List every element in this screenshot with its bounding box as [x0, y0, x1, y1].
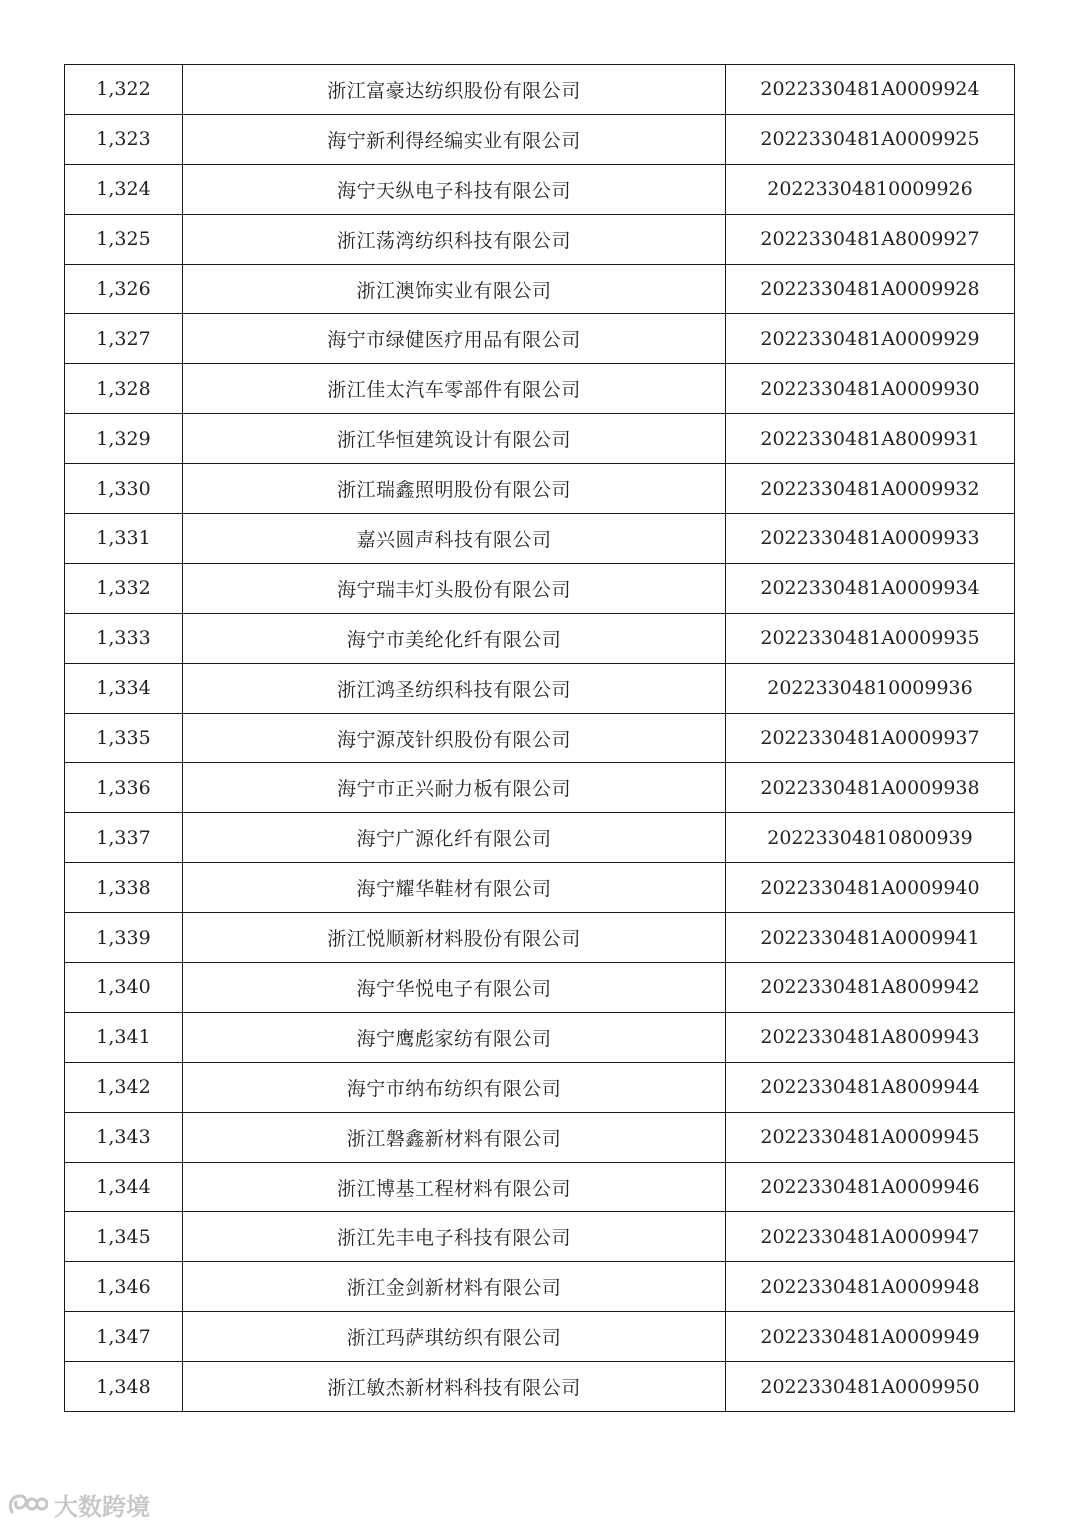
table-row	[65, 514, 1015, 564]
company-name-cell: 海宁鹰彪家纺有限公司	[183, 1012, 726, 1062]
table-row	[65, 1312, 1015, 1362]
registration-code-cell: 2022330481A0009937	[726, 713, 1015, 763]
row-number-cell: 1,329	[65, 414, 183, 464]
registration-code-cell: 20223304810009936	[726, 663, 1015, 713]
company-name-cell: 浙江荡湾纺织科技有限公司	[183, 214, 726, 264]
company-name-cell: 嘉兴圆声科技有限公司	[183, 514, 726, 564]
company-name-cell: 海宁市绿健医疗用品有限公司	[183, 314, 726, 364]
row-number-cell: 1,326	[65, 264, 183, 314]
registration-code-cell: 2022330481A0009924	[726, 65, 1015, 115]
company-name-cell: 浙江先丰电子科技有限公司	[183, 1212, 726, 1262]
row-number-cell: 1,334	[65, 663, 183, 713]
company-name-cell: 浙江澳饰实业有限公司	[183, 264, 726, 314]
table-row	[65, 1212, 1015, 1262]
table-row	[65, 364, 1015, 414]
table-row	[65, 563, 1015, 613]
table-row	[65, 164, 1015, 214]
company-name-cell: 浙江悦顺新材料股份有限公司	[183, 913, 726, 963]
table-row	[65, 963, 1015, 1013]
registration-code-cell: 2022330481A0009930	[726, 364, 1015, 414]
registration-code-cell: 2022330481A0009949	[726, 1312, 1015, 1362]
registration-code-cell: 2022330481A0009945	[726, 1112, 1015, 1162]
registration-code-cell: 2022330481A0009932	[726, 464, 1015, 514]
company-name-cell: 浙江瑞鑫照明股份有限公司	[183, 464, 726, 514]
row-number-cell: 1,333	[65, 613, 183, 663]
watermark	[6, 1487, 150, 1522]
company-name-cell: 海宁新利得经编实业有限公司	[183, 114, 726, 164]
company-name-cell: 浙江金剑新材料有限公司	[183, 1262, 726, 1312]
registration-code-cell: 2022330481A8009943	[726, 1012, 1015, 1062]
company-name-cell: 浙江玛萨琪纺织有限公司	[183, 1312, 726, 1362]
row-number-cell: 1,335	[65, 713, 183, 763]
table-row	[65, 114, 1015, 164]
registration-code-cell: 2022330481A0009948	[726, 1262, 1015, 1312]
row-number-cell: 1,338	[65, 863, 183, 913]
table-row	[65, 1112, 1015, 1162]
row-number-cell: 1,324	[65, 164, 183, 214]
row-number-cell: 1,336	[65, 763, 183, 813]
company-name-cell: 浙江博基工程材料有限公司	[183, 1162, 726, 1212]
company-name-cell: 浙江富豪达纺织股份有限公司	[183, 65, 726, 115]
table-row	[65, 713, 1015, 763]
row-number-cell: 1,343	[65, 1112, 183, 1162]
watermark-text: 大数跨境	[54, 1493, 150, 1521]
row-number-cell: 1,337	[65, 813, 183, 863]
table-row	[65, 763, 1015, 813]
registration-code-cell: 2022330481A0009938	[726, 763, 1015, 813]
table-row	[65, 65, 1015, 115]
registration-code-cell: 2022330481A8009942	[726, 963, 1015, 1013]
row-number-cell: 1,323	[65, 114, 183, 164]
row-number-cell: 1,330	[65, 464, 183, 514]
registration-code-cell: 20223304810009926	[726, 164, 1015, 214]
registration-code-cell: 2022330481A0009946	[726, 1162, 1015, 1212]
table-row	[65, 813, 1015, 863]
registration-code-cell: 2022330481A0009934	[726, 563, 1015, 613]
brand-logo-icon	[6, 1490, 48, 1520]
row-number-cell: 1,345	[65, 1212, 183, 1262]
table-row	[65, 464, 1015, 514]
company-name-cell: 海宁市美纶化纤有限公司	[183, 613, 726, 663]
row-number-cell: 1,342	[65, 1062, 183, 1112]
table-row	[65, 663, 1015, 713]
company-name-cell: 海宁瑞丰灯头股份有限公司	[183, 563, 726, 613]
row-number-cell: 1,347	[65, 1312, 183, 1362]
table-row	[65, 1262, 1015, 1312]
row-number-cell: 1,328	[65, 364, 183, 414]
registration-code-cell: 2022330481A0009947	[726, 1212, 1015, 1262]
table-row	[65, 1012, 1015, 1062]
table-row	[65, 613, 1015, 663]
row-number-cell: 1,331	[65, 514, 183, 564]
table-row	[65, 913, 1015, 963]
registration-code-cell: 2022330481A0009925	[726, 114, 1015, 164]
registration-code-cell: 2022330481A0009950	[726, 1362, 1015, 1412]
company-name-cell: 海宁市纳布纺织有限公司	[183, 1062, 726, 1112]
table-row	[65, 1162, 1015, 1212]
company-name-cell: 浙江佳太汽车零部件有限公司	[183, 364, 726, 414]
row-number-cell: 1,344	[65, 1162, 183, 1212]
table-row	[65, 314, 1015, 364]
company-name-cell: 浙江鸿圣纺织科技有限公司	[183, 663, 726, 713]
company-name-cell: 浙江磐鑫新材料有限公司	[183, 1112, 726, 1162]
row-number-cell: 1,340	[65, 963, 183, 1013]
registration-code-cell: 2022330481A0009928	[726, 264, 1015, 314]
company-name-cell: 海宁天纵电子科技有限公司	[183, 164, 726, 214]
registration-code-cell: 2022330481A0009940	[726, 863, 1015, 913]
company-name-cell: 海宁耀华鞋材有限公司	[183, 863, 726, 913]
table-row	[65, 1062, 1015, 1112]
registration-code-cell: 2022330481A0009935	[726, 613, 1015, 663]
registration-code-cell: 2022330481A8009927	[726, 214, 1015, 264]
company-name-cell: 浙江敏杰新材料科技有限公司	[183, 1362, 726, 1412]
table-row	[65, 863, 1015, 913]
row-number-cell: 1,348	[65, 1362, 183, 1412]
registration-code-cell: 2022330481A8009944	[726, 1062, 1015, 1112]
row-number-cell: 1,332	[65, 563, 183, 613]
row-number-cell: 1,341	[65, 1012, 183, 1062]
table-row	[65, 414, 1015, 464]
row-number-cell: 1,325	[65, 214, 183, 264]
company-name-cell: 海宁华悦电子有限公司	[183, 963, 726, 1013]
company-list-table	[64, 64, 1015, 1412]
table-row	[65, 1362, 1015, 1412]
company-name-cell: 浙江华恒建筑设计有限公司	[183, 414, 726, 464]
table-row	[65, 214, 1015, 264]
company-name-cell: 海宁源茂针织股份有限公司	[183, 713, 726, 763]
company-name-cell: 海宁广源化纤有限公司	[183, 813, 726, 863]
row-number-cell: 1,322	[65, 65, 183, 115]
registration-code-cell: 2022330481A0009941	[726, 913, 1015, 963]
table-body	[65, 65, 1015, 1412]
registration-code-cell: 2022330481A0009933	[726, 514, 1015, 564]
table-row	[65, 264, 1015, 314]
row-number-cell: 1,346	[65, 1262, 183, 1312]
row-number-cell: 1,339	[65, 913, 183, 963]
registration-code-cell: 20223304810800939	[726, 813, 1015, 863]
row-number-cell: 1,327	[65, 314, 183, 364]
registration-code-cell: 2022330481A0009929	[726, 314, 1015, 364]
registration-code-cell: 2022330481A8009931	[726, 414, 1015, 464]
company-name-cell: 海宁市正兴耐力板有限公司	[183, 763, 726, 813]
